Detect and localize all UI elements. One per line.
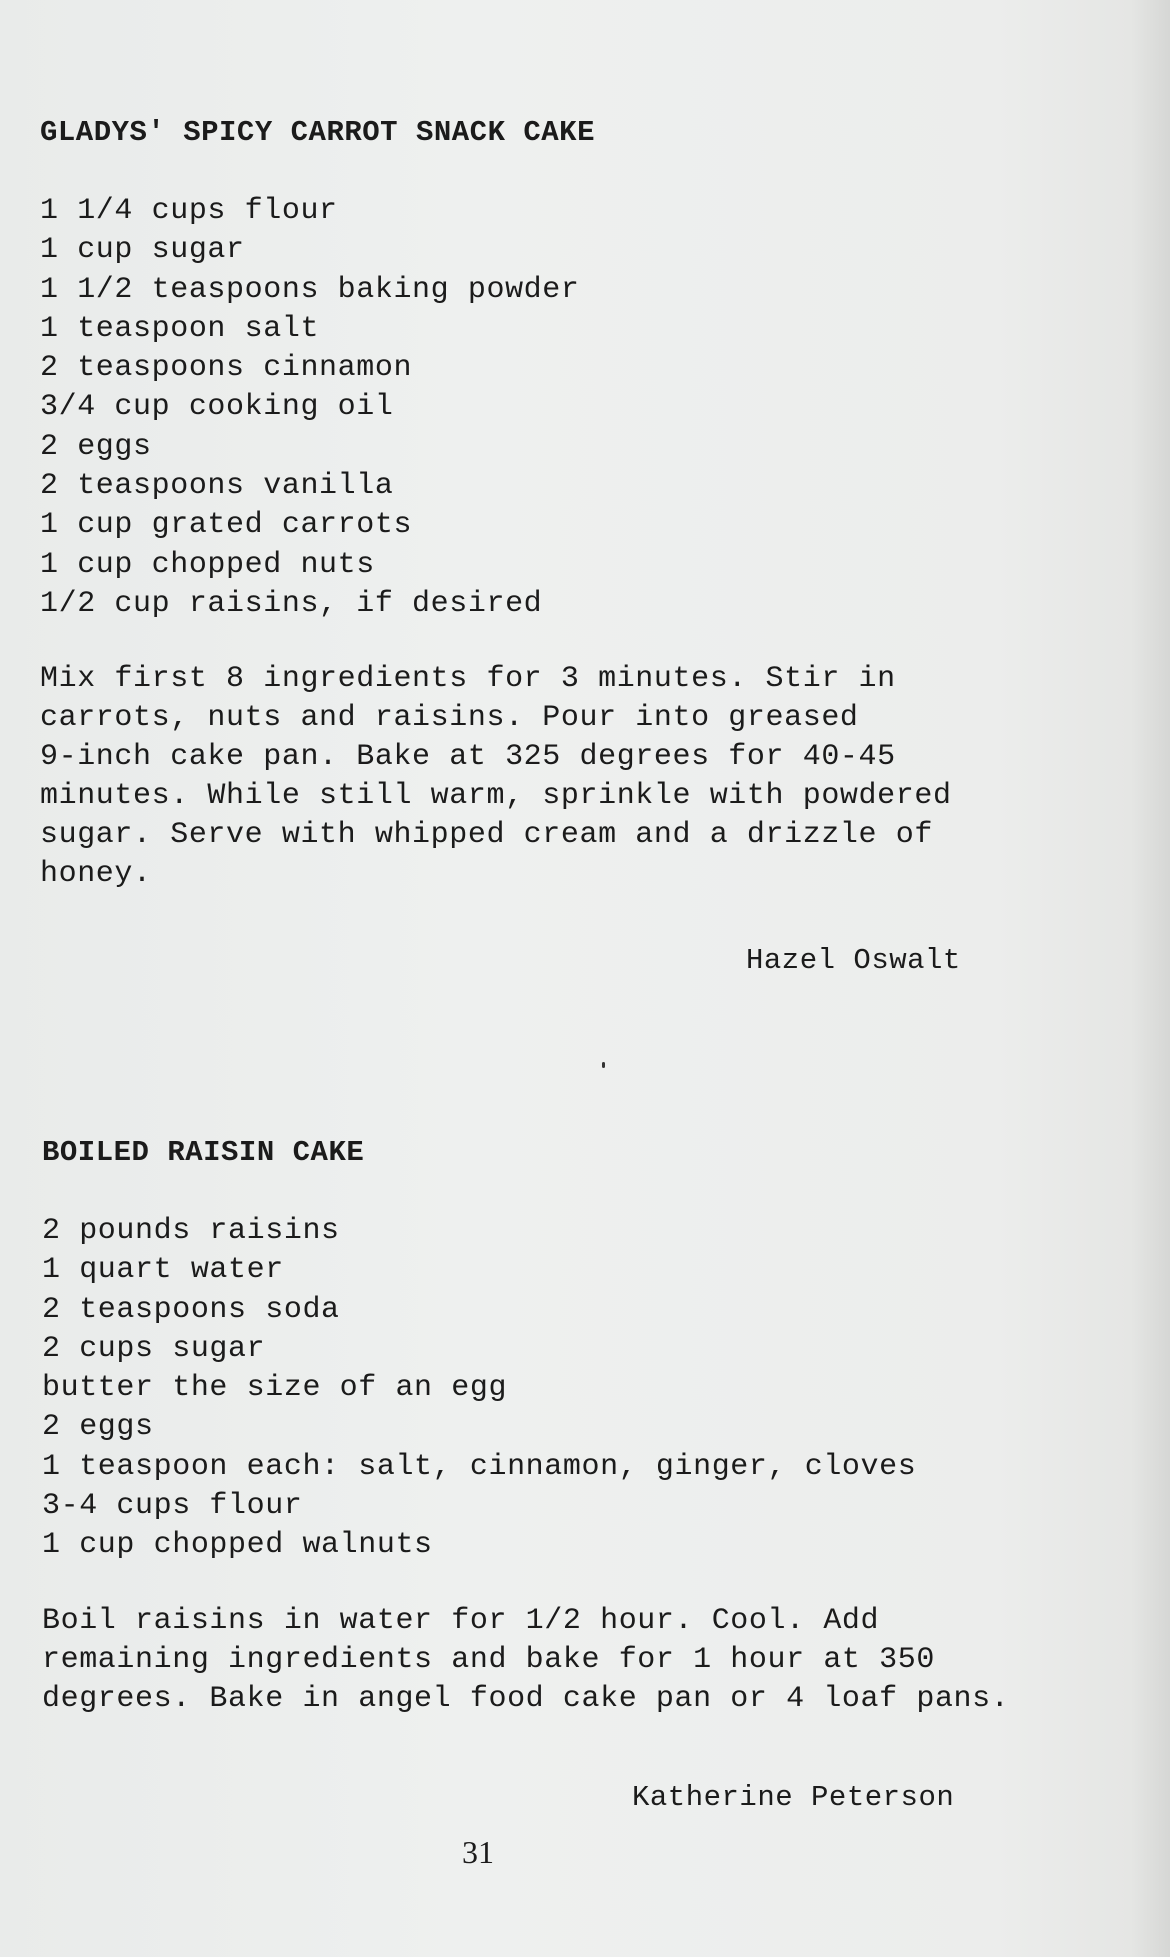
ingredient-item: 1 cup grated carrots bbox=[40, 508, 413, 543]
ingredient-item: 1 teaspoon each: salt, cinnamon, ginger, cloves bbox=[42, 1449, 917, 1484]
recipe-author: Katherine Peterson bbox=[632, 1781, 955, 1814]
ingredient-item: 2 cups sugar bbox=[42, 1331, 266, 1366]
ink-speck bbox=[602, 1062, 605, 1068]
instruction-line: Mix first 8 ingredients for 3 minutes. Stir in bbox=[40, 662, 896, 697]
instruction-line: minutes. While still warm, sprinkle with powdered bbox=[40, 779, 952, 814]
instructions bbox=[40, 660, 1120, 894]
ingredient-item: 2 teaspoons cinnamon bbox=[40, 351, 413, 386]
ingredient-list bbox=[40, 192, 1120, 624]
instruction-line: carrots, nuts and raisins. Pour into greased bbox=[40, 701, 859, 736]
page-edge-shadow bbox=[1130, 0, 1170, 1957]
ingredient-item: 1 1/4 cups flour bbox=[40, 194, 338, 228]
instruction-line: 9-inch cake pan. Bake at 325 degrees for 40-45 bbox=[40, 740, 896, 775]
ingredient-item: 1 cup sugar bbox=[40, 233, 245, 268]
ingredient-item: 1 cup chopped nuts bbox=[40, 547, 375, 582]
ingredient-item: 1/2 cup raisins, if desired bbox=[40, 586, 543, 621]
recipe-title: BOILED RAISIN CAKE bbox=[42, 1136, 365, 1169]
instruction-line: sugar. Serve with whipped cream and a drizzle of bbox=[40, 818, 933, 853]
ingredient-item: 1 cup chopped walnuts bbox=[42, 1528, 433, 1563]
recipe-author: Hazel Oswalt bbox=[746, 944, 961, 977]
ingredient-item: 2 eggs bbox=[42, 1410, 154, 1445]
ingredient-item: 1 1/2 teaspoons baking powder bbox=[40, 272, 580, 307]
ingredient-item: 3/4 cup cooking oil bbox=[40, 390, 394, 425]
ingredient-item: butter the size of an egg bbox=[42, 1371, 508, 1406]
ingredient-item: 1 quart water bbox=[42, 1253, 284, 1288]
page-number: 31 bbox=[462, 1834, 494, 1870]
recipe-boiled-raisin-cake bbox=[42, 1134, 1122, 1719]
ingredient-item: 1 teaspoon salt bbox=[40, 311, 320, 346]
instruction-line: remaining ingredients and bake for 1 hour at 350 bbox=[42, 1642, 935, 1677]
recipe-title: GLADYS' SPICY CARROT SNACK CAKE bbox=[40, 116, 595, 149]
recipe-carrot-snack-cake bbox=[40, 114, 1120, 894]
ingredient-item: 3-4 cups flour bbox=[42, 1489, 303, 1524]
ingredient-item: 2 teaspoons soda bbox=[42, 1292, 340, 1327]
ingredient-item: 2 eggs bbox=[40, 429, 152, 464]
ingredient-list bbox=[42, 1212, 1122, 1566]
ingredient-item: 2 teaspoons vanilla bbox=[40, 469, 394, 504]
instruction-line: honey. bbox=[40, 857, 152, 892]
instruction-line: degrees. Bake in angel food cake pan or 4 loaf pans. bbox=[42, 1681, 1010, 1716]
instructions bbox=[42, 1602, 1122, 1719]
instruction-line: Boil raisins in water for 1/2 hour. Cool. Add bbox=[42, 1603, 880, 1638]
ingredient-item: 2 pounds raisins bbox=[42, 1214, 340, 1248]
